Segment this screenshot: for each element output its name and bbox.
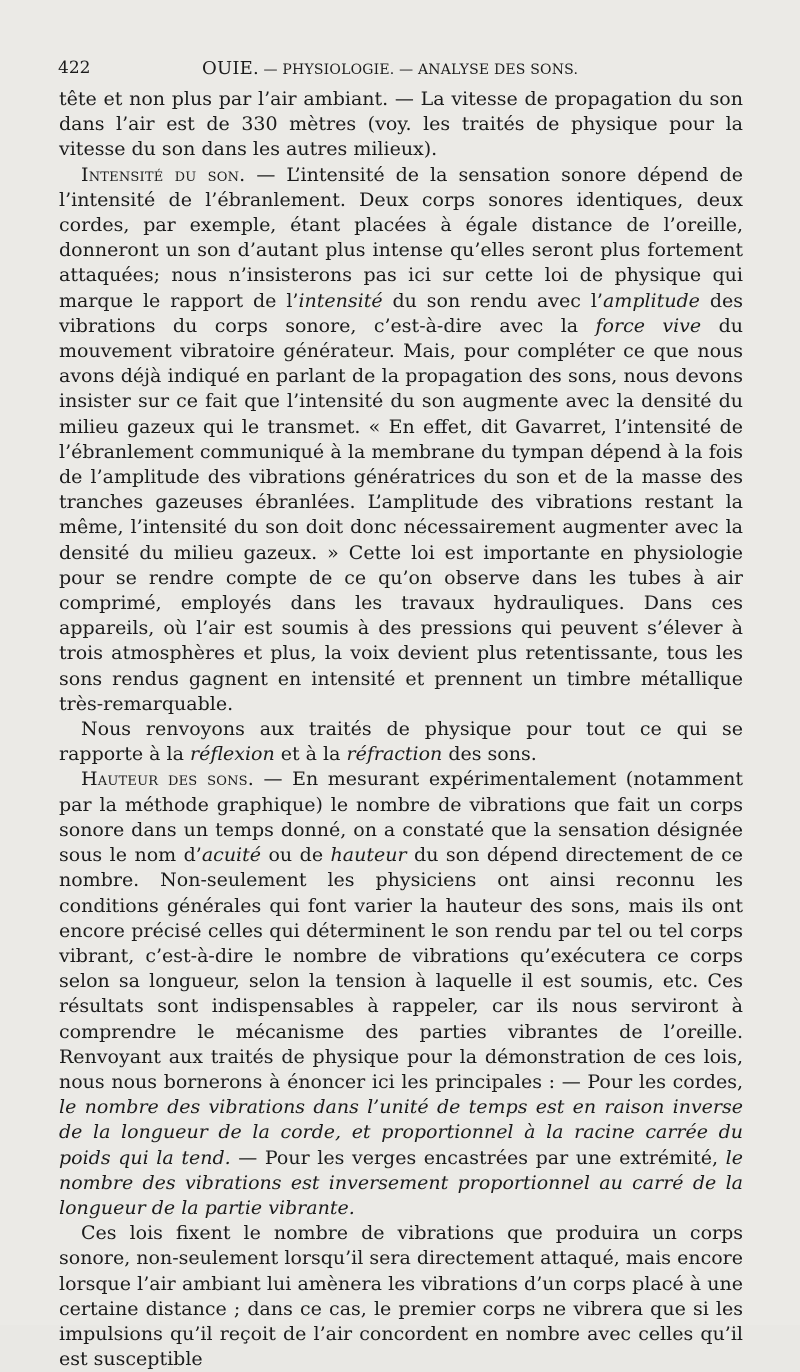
running-head-dash: — xyxy=(394,62,418,78)
italic-term: amplitude xyxy=(602,289,700,312)
italic-term: acuité xyxy=(201,844,262,867)
running-header xyxy=(58,58,740,84)
page-body xyxy=(59,87,743,1372)
paragraph-propagation: tête et non plus par l’air ambiant. — La vitesse de propagation du son dans l’air est de 330 mètres (voy. les traités de physique pour la vitesse du son dans les autres milieux). xyxy=(59,88,743,161)
paragraph-pitch xyxy=(59,767,743,1221)
paragraph-resonance: Ces lois fixent le nombre de vibrations que produira un corps sonore, non-seulement lorsqu’il sera directement attaqué, mais encore lorsque l’air ambiant lui amènera les vibrations d’un corps placé à une certaine distance ; dans ce cas, le premier corps ne vibrera que si les impulsions qu’il reçoit de l’air concordent en nombre avec celles qu’il est susceptible xyxy=(59,1222,743,1371)
italic-law-rods: le nombre des vibrations est inversement proportionnel au carré de la longueur de la partie vibrante. xyxy=(59,1146,743,1219)
paragraph-reflection xyxy=(59,717,743,767)
italic-term: intensité xyxy=(298,289,383,312)
paragraph-text: Nous renvoyons aux traités de physique pour tout ce qui se rapporte à la xyxy=(59,718,743,766)
paragraph-intensity xyxy=(59,163,743,717)
section-heading-intensity: Intensité du son. xyxy=(81,163,246,186)
paragraph-text: du son rendu avec l’ xyxy=(382,289,603,312)
italic-term: réfraction xyxy=(346,743,443,766)
paragraph-text: du son dépend directement de ce nombre. Non-seulement les physiciens ont ainsi reconnu les conditions générales qui font varier la hauteur des sons, mais ils ont encore précisé celles qui déterminent le son rendu par tel ou tel corps vibrant, c’est-à-dire le nombre de vibrations qu’exécutera ce corps selon sa longueur, selon la tension à laquelle il est soumis, etc. Ces résultats sont indispensables à rappeler, car ils nous serviront à comprendre le mécanisme des parties vibrantes de l’oreille. Renvoyant aux traités de physique pour la démonstration de ces lois, nous nous bornerons à énoncer ici les principales : — Pour les cordes, xyxy=(59,844,743,1093)
paragraph-text: — En mesurant expérimentalement (notamment par la méthode graphique) le nombre de vibrations que fait un corps sonore dans un temps donné, on a constaté que la sensation désignée sous le nom d’ xyxy=(59,768,744,867)
running-head-lead: OUIE. xyxy=(202,58,259,79)
running-head-topic: ANALYSE DES SONS. xyxy=(417,62,579,78)
paragraph-text: ou de xyxy=(261,844,331,867)
page-number: 422 xyxy=(58,58,91,78)
paragraph-text: — Pour les verges encastrées par une extrémité, xyxy=(230,1146,726,1169)
running-head-section: PHYSIOLOGIE. xyxy=(282,62,395,78)
italic-term: force vive xyxy=(595,314,702,337)
running-head-dash: — xyxy=(258,62,283,78)
paragraph-text: — L’intensité de la sensation sonore dépend de l’intensité de l’ébranlement. Deux corps sonores identiques, deux cordes, par exemple, étant placées à égale distance de l’oreille, donneront un son d’autant plus intense qu’elles seront plus fortement attaquées; nous n’insisterons pas ici sur cette loi de physique qui marque le rapport de l’ xyxy=(59,163,743,312)
paragraph-text: des vibrations du corps sonore, c’est-à-dire avec la xyxy=(59,289,743,337)
paragraph-text: et à la xyxy=(274,743,347,766)
paragraph-text: des sons. xyxy=(442,743,537,766)
section-heading-pitch: Hauteur des sons. xyxy=(81,768,255,791)
running-head xyxy=(202,58,578,79)
paragraph-text: du mouvement vibratoire générateur. Mais, pour compléter ce que nous avons déjà indiqué en parlant de la propagation des sons, nous devons insister sur ce fait que l’intensité du son augmente avec la densité du milieu gazeux qui le transmet. « En effet, dit Gavarret, l’intensité de l’ébranlement communiqué à la membrane du tympan dépend à la fois de l’amplitude des vibrations génératrices du son et de la masse des tranches gazeuses ébranlées. L’amplitude des vibrations restant la même, l’intensité du son doit donc nécessairement augmenter avec la densité du milieu gazeux. » Cette loi est importante en physiologie pour se rendre compte de ce qu’on observe dans les tubes à air comprimé, employés dans les travaux hydrauliques. Dans ces appareils, où l’air est soumis à des pressions qui peuvent s’élever à trois atmosphères et plus, la voix devient plus retentissante, tous les sons rendus gagnent en intensité et prennent un timbre métallique très-remarquable. xyxy=(59,314,743,715)
italic-term: réflexion xyxy=(190,743,275,766)
italic-law-strings: le nombre des vibrations dans l’unité de temps est en raison inverse de la longueur de la corde, et proportionnel à la racine carrée du poids qui la tend. xyxy=(59,1096,743,1169)
italic-term: hauteur xyxy=(330,844,407,867)
